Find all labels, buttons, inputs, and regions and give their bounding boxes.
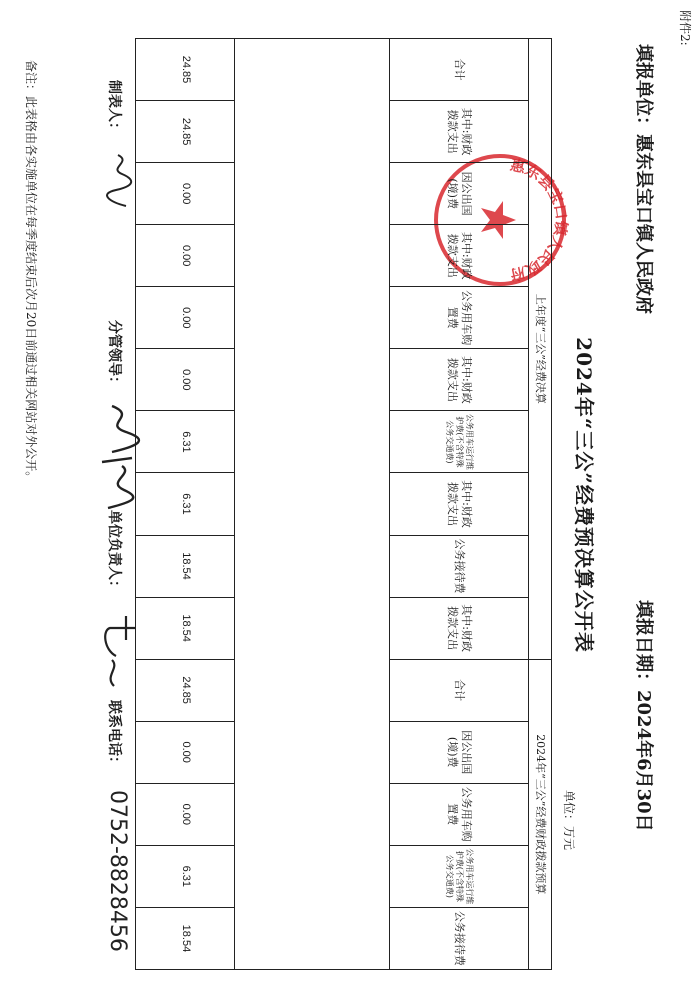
value-final-vehicle-purchase-fiscal: 0.00 — [136, 349, 235, 411]
header-final-reception-fiscal: 其中:财政拨款支出 — [390, 597, 529, 659]
leader-signature-icon — [96, 402, 142, 512]
value-final-overseas: 0.00 — [136, 163, 235, 225]
header-budget-vehicle-operation: 公务用车运行维护费(不含特殊公务交通费) — [390, 845, 529, 907]
value-budget-vehicle-operation: 6.31 — [136, 845, 235, 907]
maker-signature-icon — [100, 150, 140, 210]
header-budget-reception: 公务接待费 — [390, 907, 529, 969]
value-final-vehicle-operation: 6.31 — [136, 411, 235, 473]
unit-head-label: 单位负责人： — [106, 510, 122, 594]
header-final-vehicle-operation-fiscal: 其中:财政拨款支出 — [390, 473, 529, 535]
header-final-reception: 公务接待费 — [390, 535, 529, 597]
value-final-reception-fiscal: 18.54 — [136, 597, 235, 659]
fill-unit: 填报单位：惠东县宝口镇人民政府 — [633, 44, 654, 314]
table-blank-row — [235, 39, 390, 970]
currency-unit: 单位：万元 — [562, 790, 576, 851]
header-final-overseas: 因公出国(境)费 — [390, 163, 529, 225]
value-budget-vehicle-purchase: 0.00 — [136, 783, 235, 845]
value-final-overseas-fiscal: 0.00 — [136, 225, 235, 287]
value-budget-reception: 18.54 — [136, 907, 235, 969]
phone-label: 联系电话： — [106, 700, 122, 770]
column-header-row — [390, 39, 529, 970]
value-final-vehicle-purchase: 0.00 — [136, 287, 235, 349]
value-budget-overseas: 0.00 — [136, 721, 235, 783]
phone-value: 0752-8828456 — [105, 790, 130, 952]
header-budget-overseas: 因公出国(境)费 — [390, 721, 529, 783]
header-final-vehicle-operation: 公务用车运行维护费(不含特殊公务交通费) — [390, 411, 529, 473]
header-budget-total: 合计 — [390, 659, 529, 721]
leader-label: 分管领导： — [106, 320, 122, 390]
maker-label: 制表人： — [106, 80, 122, 136]
value-final-reception: 18.54 — [136, 535, 235, 597]
header-final-vehicle-purchase: 公务用车购置费 — [390, 287, 529, 349]
header-final-total-fiscal: 其中:财政拨款支出 — [390, 101, 529, 163]
value-budget-total: 24.85 — [136, 659, 235, 721]
seal-text: 惠东县宝口镇人民政府 — [508, 155, 570, 285]
header-final-vehicle-purchase-fiscal: 其中:财政拨款支出 — [390, 349, 529, 411]
footer-note: 备注：此表格由各实施单位在每季度结束后次月20日前通过相关网站对外公开。 — [24, 60, 38, 484]
header-budget-vehicle-purchase: 公务用车购置费 — [390, 783, 529, 845]
page-title: 2024年“三公”经费预决算公开表 — [572, 337, 596, 653]
value-final-total: 24.85 — [136, 39, 235, 101]
value-final-total-fiscal: 24.85 — [136, 101, 235, 163]
table-row — [136, 39, 235, 970]
group-final-header: 上年度“三公”经费决算 — [529, 39, 552, 660]
value-final-vehicle-operation-fiscal: 6.31 — [136, 473, 235, 535]
three-public-expense-table — [135, 38, 552, 970]
group-budget-header: 2024年“三公”经费财政拨款预算 — [529, 659, 552, 969]
header-final-total: 合计 — [390, 39, 529, 101]
attachment-label: 附件2: — [678, 10, 692, 46]
fill-date: 填报日期：2024年6月30日 — [633, 600, 654, 832]
unit-head-signature-icon — [98, 610, 140, 690]
header-final-overseas-fiscal: 其中:财政拨款支出 — [390, 225, 529, 287]
